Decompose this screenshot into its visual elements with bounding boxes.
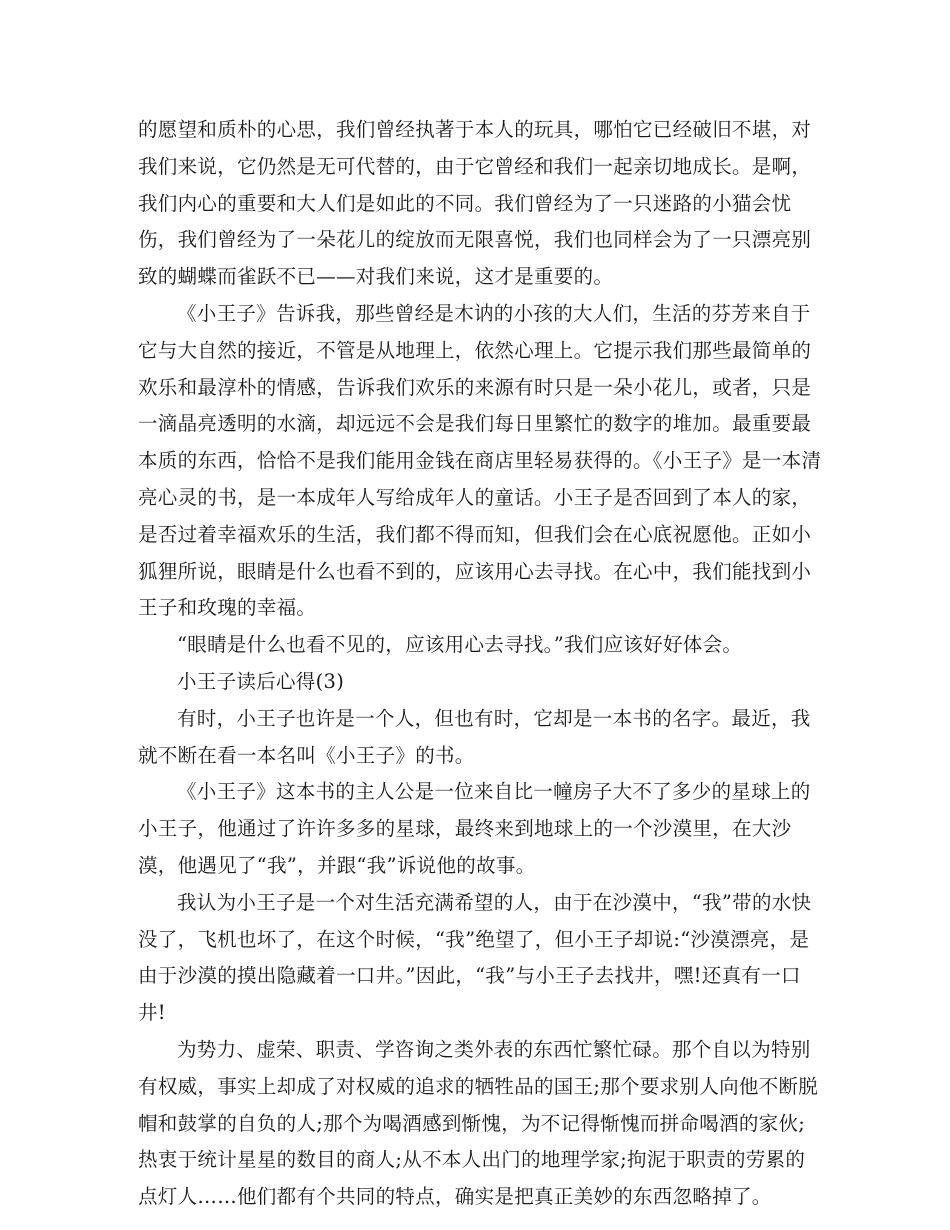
paragraph-2: 《小王子》告诉我，那些曾经是木讷的小孩的大人们，生活的芬芳来自于它与大自然的接近，不管是从地理上，依然心理上。它提示我们那些最简单的欢乐和最淳朴的情感，告诉我们欢乐的来源有时只是一朵小花儿，或者，只是一滴晶亮透明的水滴，却远远不会是我们每日里繁忙的数字的堆加。最重要最本质的东西，恰恰不是我们能用金钱在商店里轻易获得的。《小王子》是一本清亮心灵的书，是一本成年人写给成年人的童话。小王子是否回到了本人的家，是否过着幸福欢乐的生活，我们都不得而知，但我们会在心底祝愿他。正如小狐狸所说，眼睛是什么也看不到的，应该用心去寻找。在心中，我们能找到小王子和玫瑰的幸福。	[138, 301, 822, 620]
document-body	[138, 112, 822, 1216]
paragraph-1: 的愿望和质朴的心思，我们曾经执著于本人的玩具，哪怕它已经破旧不堪，对我们来说，它仍然是无可代替的，由于它曾经和我们一起亲切地成长。是啊，我们内心的重要和大人们是如此的不同。我们曾经为了一只迷路的小猫会忧伤，我们曾经为了一朵花儿的绽放而无限喜悦，我们也同样会为了一只漂亮别致的蝴蝶而雀跃不已——对我们来说，这才是重要的。	[138, 118, 812, 289]
paragraph-5: 《小王子》这本书的主人公是一位来自比一幢房子大不了多少的星球上的小王子，他通过了许许多多的星球，最终来到地球上的一个沙漠里，在大沙漠，他遇见了“我”，并跟“我”诉说他的故事。	[138, 780, 811, 877]
paragraph-4: 有时，小王子也许是一个人，但也有时，它却是一本书的名字。最近，我就不断在看一本名叫《小王子》的书。	[138, 706, 811, 767]
paragraph-7: 为势力、虚荣、职责、学咨询之类外表的东西忙繁忙碌。那个自以为特别有权威，事实上却成了对权威的追求的牺牲品的国王;那个要求别人向他不断脱帽和鼓掌的自负的人;那个为喝酒感到惭愧，为不记得惭愧而拼命喝酒的家伙;热衷于统计星星的数目的商人;从不本人出门的地理学家;拘泥于职责的劳累的点灯人……他们都有个共同的特点，确实是把真正美妙的东西忽略掉了。	[138, 1037, 819, 1209]
paragraph-3: “眼睛是什么也看不见的，应该用心去寻找。”我们应该好好体会。	[177, 633, 743, 657]
paragraph-6: 我认为小王子是一个对生活充满希望的人，由于在沙漠中，“我”带的水快没了，飞机也坏了，在这个时候，“我”绝望了，但小王子却说:“沙漠漂亮，是由于沙漠的摸出隐藏着一口井。”因此，“我”与小王子去找井，嘿!还真有一口井!	[138, 890, 812, 1025]
section-heading: 小王子读后心得(3)	[177, 669, 345, 693]
